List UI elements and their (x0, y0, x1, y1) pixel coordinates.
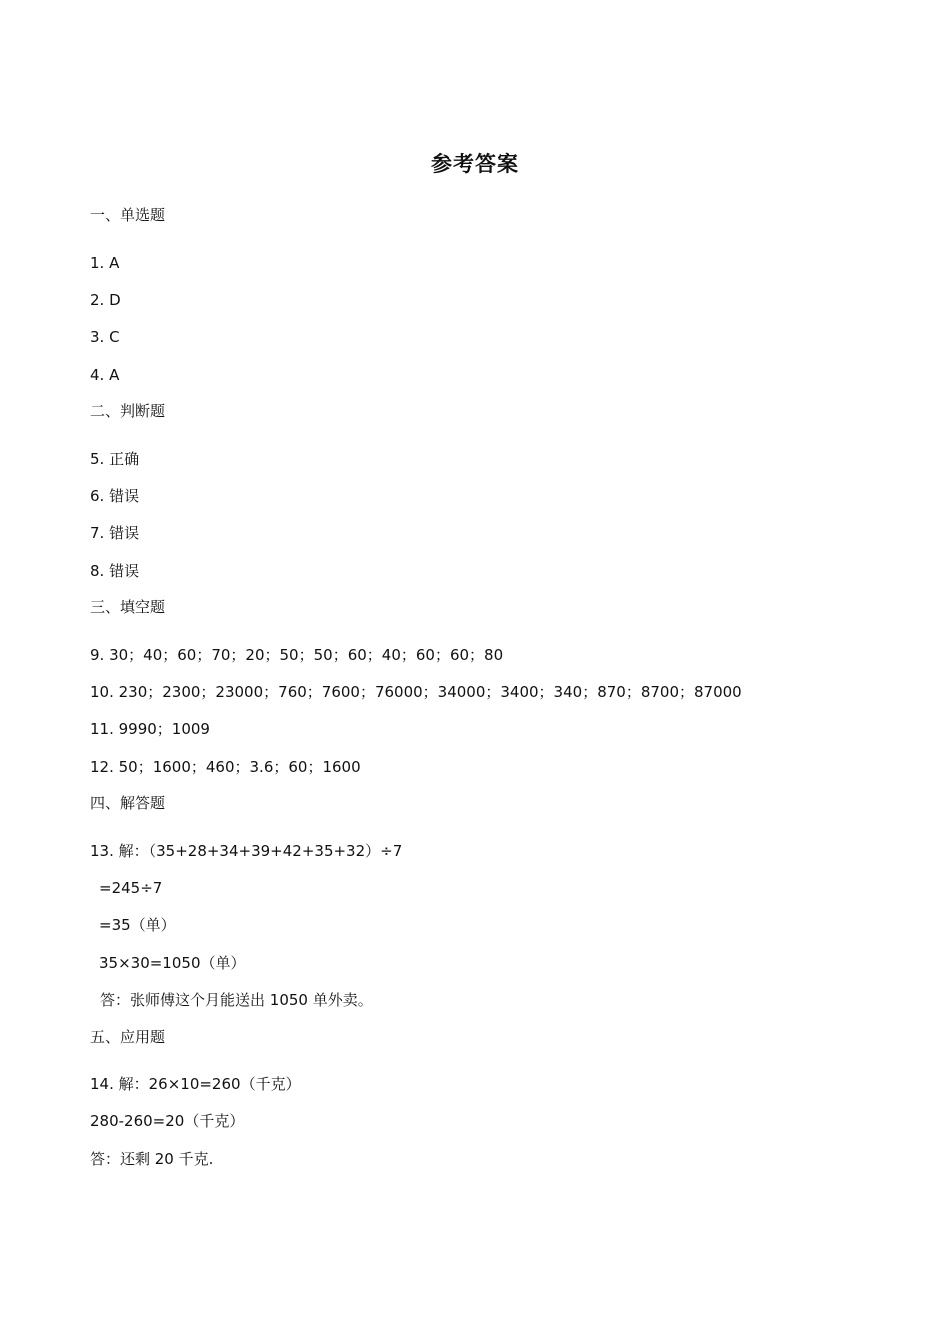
section-heading-true-false: 二、判断题 (90, 402, 166, 420)
answer-10: 10. 230；2300；23000；760；7600；76000；34000；3400；340；870；8700；87000 (90, 683, 742, 701)
answer-7: 7. 错误 (90, 524, 140, 542)
answer-8: 8. 错误 (90, 562, 140, 580)
section-heading-solve: 四、解答题 (90, 794, 166, 812)
section-heading-single-choice: 一、单选题 (90, 206, 166, 224)
answer-12: 12. 50；1600；460；3.6；60；1600 (90, 758, 361, 776)
answer-4: 4. A (90, 366, 120, 384)
answer-13-line-3: =35（单） (99, 916, 176, 934)
page-title: 参考答案 (431, 152, 519, 176)
section-heading-application: 五、应用题 (90, 1028, 166, 1046)
answer-13-line-5: 答：张师傅这个月能送出 1050 单外卖。 (100, 991, 373, 1009)
answer-5: 5. 正确 (90, 450, 140, 468)
answer-1: 1. A (90, 254, 120, 272)
answer-13-line-4: 35×30=1050（单） (99, 954, 246, 972)
answer-14-line-2: 280-260=20（千克） (90, 1112, 245, 1130)
answer-3: 3. C (90, 328, 120, 346)
answer-13-line-1: 13. 解：（35+28+34+39+42+35+32）÷7 (90, 842, 403, 860)
answer-11: 11. 9990；1009 (90, 720, 210, 738)
section-heading-fill-blank: 三、填空题 (90, 598, 166, 616)
answer-9: 9. 30；40；60；70；20；50；50；60；40；60；60；80 (90, 646, 504, 664)
answer-14-line-3: 答：还剩 20 千克. (90, 1150, 214, 1168)
answer-2: 2. D (90, 291, 121, 309)
answer-13-line-2: =245÷7 (99, 879, 163, 897)
answer-6: 6. 错误 (90, 487, 140, 505)
answer-14-line-1: 14. 解：26×10=260（千克） (90, 1075, 301, 1093)
